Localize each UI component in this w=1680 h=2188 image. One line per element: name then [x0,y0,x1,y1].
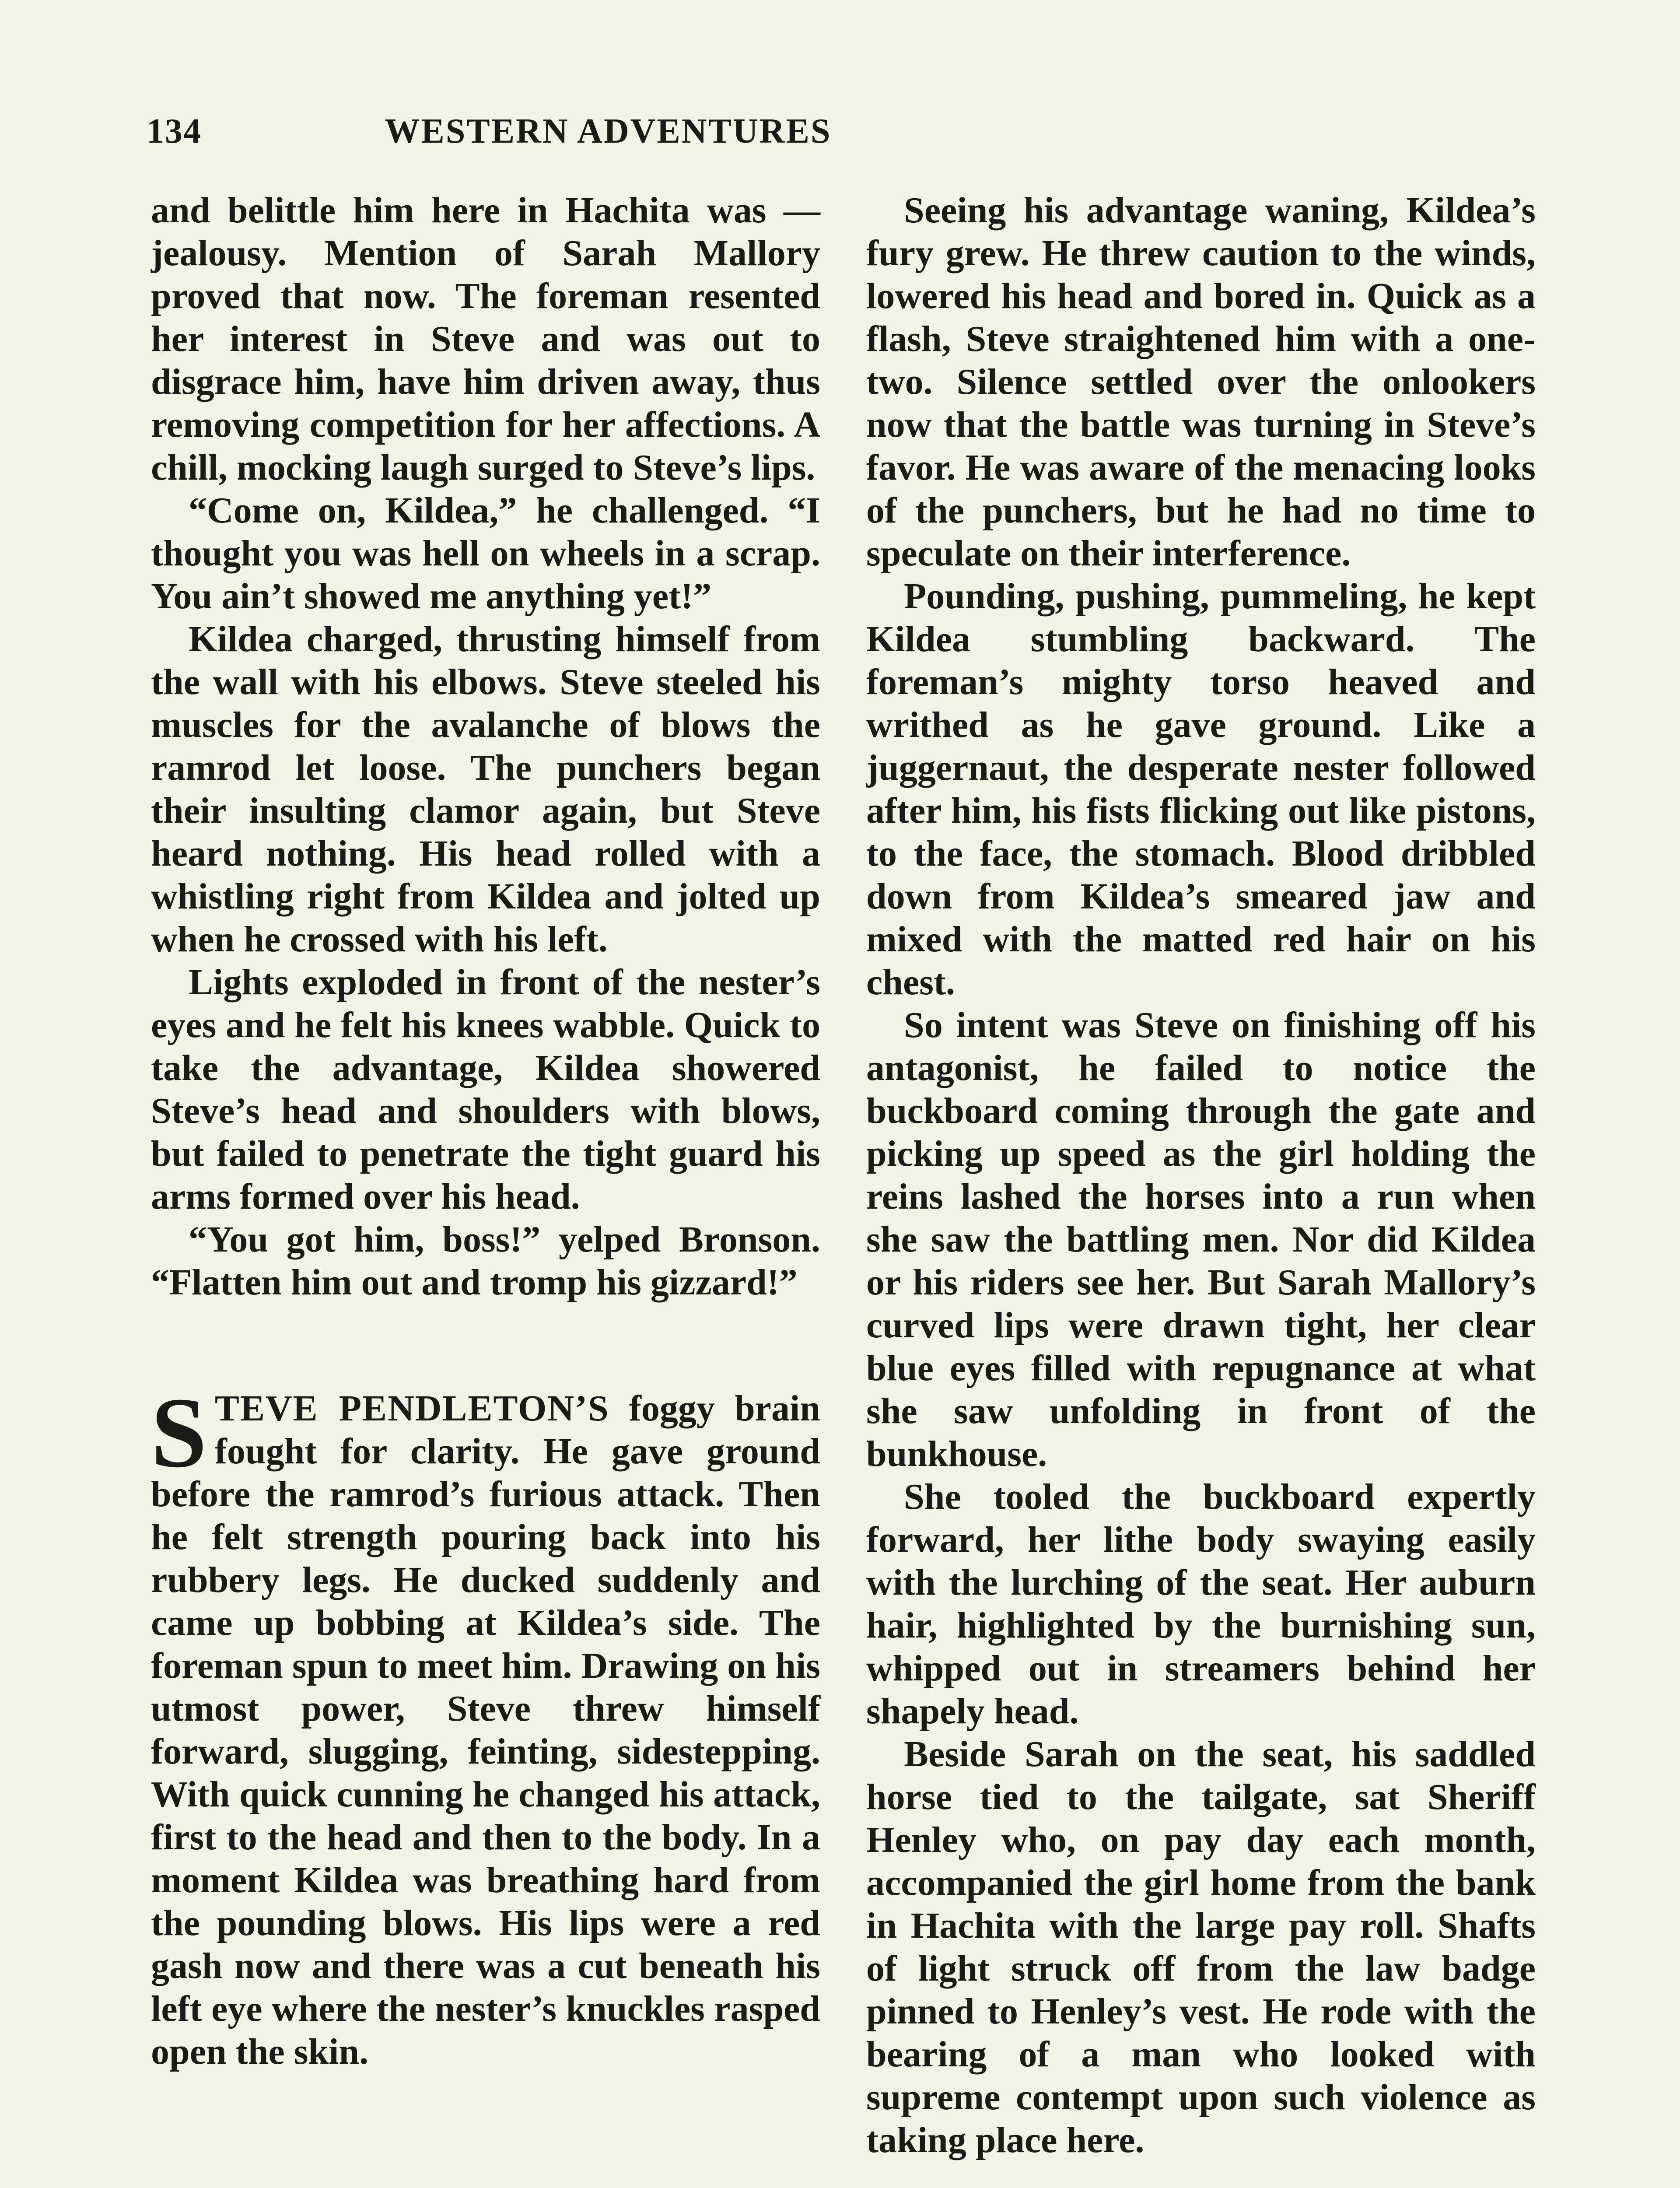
paragraph: Seeing his advantage waning, Kildea’s fury grew. He threw caution to the winds, lowered his head and bored in. Quick as a flash, Steve straightened him with a one-two. Silence settled over the onlookers now that the battle was turning in Steve’s favor. He was aware of the menacing looks of the punchers, but he had no time to speculate on their interference. [866,190,1536,574]
right-column [866,189,1536,2162]
paragraph: “Come on, Kildea,” he challenged. “I thought you was hell on wheels in a scrap. You ain’t showed me anything yet!” [151,490,820,617]
paragraph: Kildea charged, thrusting himself from the wall with his elbows. Steve steeled his muscles for the avalanche of blows the ramrod let loose. The punchers began their insulting clamor again, but Steve heard nothing. His head rolled with a whistling right from Kildea and jolted up when he crossed with his left. [151,619,820,960]
page-header [147,112,1070,160]
paragraph: and belittle him here in Hachita was —jealousy. Mention of Sarah Mallory proved that now. The foreman resented her interest in Steve and was out to disgrace him, have him driven away, thus removing competition for her affections. A chill, mocking laugh surged to Steve’s lips. [151,190,820,488]
paragraph: Pounding, pushing, pummeling, he kept Kildea stumbling backward. The foreman’s mighty torso heaved and writhed as he gave ground. Like a juggernaut, the desperate nester followed after him, his fists flicking out like pistons, to the face, the stomach. Blood dribbled down from Kildea’s smeared jaw and mixed with the matted red hair on his chest. [866,576,1536,1003]
drop-cap: S [151,1377,207,1488]
paragraph: “You got him, boss!” yelped Bronson. “Flatten him out and tromp his gizzard!” [151,1219,820,1303]
paragraph: So intent was Steve on finishing off his antagonist, he failed to notice the buckboard coming through the gate and picking up speed as the girl holding the reins lashed the horses into a run when she saw the battling men. Nor did Kildea or his riders see her. But Sarah Mallory’s curved lips were drawn tight, her clear blue eyes filled with repugnance at what she saw unfolding in front of the bunkhouse. [866,1005,1536,1474]
section-break [151,1304,820,1387]
lead-in-caps: TEVE PENDLETON’S [214,1388,609,1429]
paragraph: Beside Sarah on the seat, his saddled horse tied to the tailgate, sat Sheriff Henley who, on pay day each month, accompanied the girl home from the bank in Hachita with the large pay roll. Shafts of light struck off from the law badge pinned to Henley’s vest. He rode with the bearing of a man who looked with supreme contempt upon such violence as taking place here. [866,1734,1536,2160]
paragraph-text: foggy brain fought for clarity. He gave ground before the ramrod’s furious attack. Then he felt strength pouring back into his rubbery legs. He ducked suddenly and came up bobbing at Kildea’s side. The foreman spun to meet him. Drawing on his utmost power, Steve threw himself forward, slugging, feinting, sidestepping. With quick cunning he changed his attack, first to the head and then to the body. In a moment Kildea was breathing hard from the pounding blows. His lips were a red gash now and there was a cut beneath his left eye where the nester’s knuckles rasped open the skin. [151,1388,820,2072]
paragraph: She tooled the buckboard expertly forward, her lithe body swaying easily with the lurching of the seat. Her auburn hair, highlighted by the burnishing sun, whipped out in streamers behind her shapely head. [866,1476,1536,1732]
left-column [151,189,820,2073]
running-title: WESTERN ADVENTURES [385,112,832,151]
page-number: 134 [147,112,202,151]
section-opening-paragraph [151,1377,820,2073]
paragraph: Lights exploded in front of the nester’s eyes and he felt his knees wabble. Quick to take the advantage, Kildea showered Steve’s head and shoulders with blows, but failed to penetrate the tight guard his arms formed over his head. [151,962,820,1217]
